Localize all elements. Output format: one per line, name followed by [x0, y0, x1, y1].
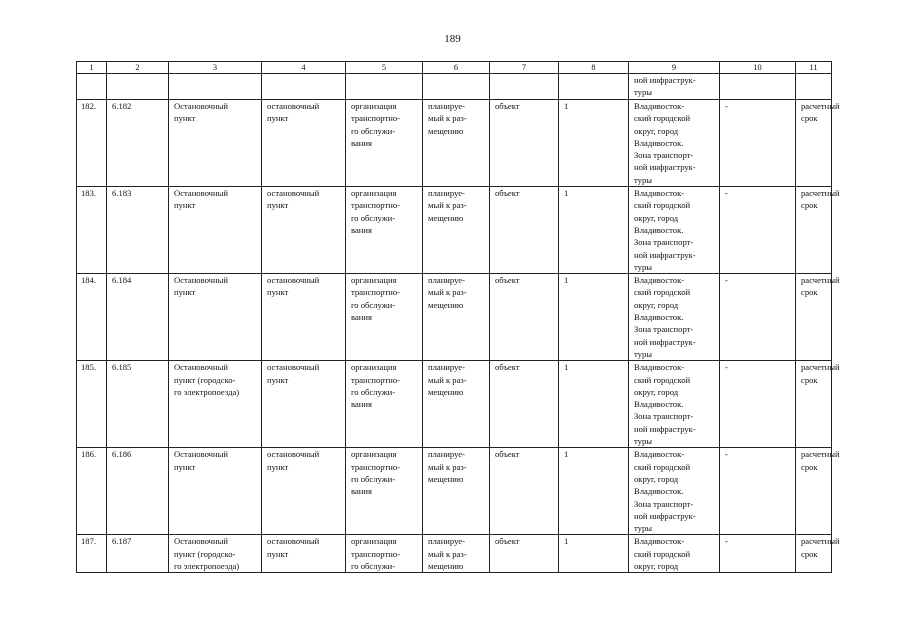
table-cell: [346, 100, 423, 187]
column-header: 3: [169, 62, 262, 74]
table-cell: [262, 187, 346, 274]
object-code: 6.186: [112, 449, 132, 460]
table-cell: [559, 274, 629, 361]
column-header: 6: [423, 62, 490, 74]
table-cell: [559, 361, 629, 448]
quantity: 1: [564, 101, 569, 111]
zone-note: -: [725, 362, 728, 373]
table-cell: [423, 448, 490, 535]
table-cell: [629, 274, 720, 361]
quantity: 1: [564, 449, 569, 460]
object-purpose: организация транспортно- го обслужи- вания: [351, 275, 400, 323]
row-number: 186.: [81, 449, 97, 460]
object-type: остановочный пункт: [267, 188, 320, 211]
table-cell: [720, 361, 796, 448]
row-number: 187.: [81, 536, 97, 547]
unit: объект: [495, 362, 520, 373]
page-number: 189: [444, 33, 461, 45]
table-cell: [559, 100, 629, 187]
location: Владивосток- ский городской округ, город Владивосток. Зона транспорт- ной инфраструк- туры: [634, 101, 696, 185]
continuation-row: [77, 74, 832, 100]
table-cell: [423, 274, 490, 361]
object-code: 6.184: [112, 275, 132, 286]
table-cell: [629, 361, 720, 448]
object-name: Остановочный пункт: [174, 101, 228, 124]
data-table: [76, 61, 840, 573]
table-cell: [107, 187, 169, 274]
table-cell: [720, 535, 796, 573]
term: расчетный срок: [801, 275, 840, 298]
object-code: 6.185: [112, 362, 132, 373]
term: расчетный срок: [801, 101, 840, 124]
location: Владивосток- ский городской округ, город Владивосток. Зона транспорт- ной инфраструк- туры: [634, 362, 696, 447]
table-cell: [796, 535, 840, 573]
table-cell: [423, 187, 490, 274]
table-header: [77, 62, 832, 74]
table-body: [77, 74, 840, 573]
object-type: остановочный пункт: [267, 275, 320, 298]
table-cell: [796, 74, 832, 100]
table-cell: [262, 448, 346, 535]
row-number: 182.: [81, 101, 97, 111]
term: расчетный срок: [801, 449, 840, 472]
table-row: [77, 448, 832, 535]
table-cell: [262, 100, 346, 187]
table-cell: [559, 187, 629, 274]
object-code: 6.187: [112, 536, 132, 547]
table-cell: [77, 361, 107, 448]
table-cell: [559, 448, 629, 535]
row-number: 185.: [81, 362, 97, 373]
object-status: планируе- мый к раз- мещению: [428, 188, 467, 223]
table-row: [77, 535, 832, 573]
term: расчетный срок: [801, 536, 840, 559]
table-cell: [490, 448, 559, 535]
location: Владивосток- ский городской округ, город: [634, 536, 691, 571]
object-code: 6.182: [112, 101, 132, 111]
table-cell: [629, 535, 720, 573]
table-cell: [720, 74, 796, 100]
table-cell: [77, 74, 107, 100]
zone-note: -: [725, 449, 728, 460]
table-cell: [423, 100, 490, 187]
quantity: 1: [564, 188, 569, 199]
table-cell: [629, 448, 720, 535]
table-cell: [796, 448, 840, 535]
table-cell: [796, 187, 840, 274]
table-cell: [169, 535, 262, 573]
column-header: 2: [107, 62, 169, 74]
table-cell: [262, 274, 346, 361]
object-name: Остановочный пункт: [174, 275, 228, 298]
object-type: остановочный пункт: [267, 101, 320, 124]
object-purpose: организация транспортно- го обслужи-: [351, 536, 400, 571]
object-type: остановочный пункт: [267, 449, 320, 472]
table-cell: [107, 361, 169, 448]
object-code: 6.183: [112, 188, 132, 199]
table-cell: [107, 74, 169, 100]
column-header: 1: [77, 62, 107, 74]
table-cell: [720, 274, 796, 361]
term: расчетный срок: [801, 362, 840, 385]
unit: объект: [495, 275, 520, 286]
table-cell: [107, 535, 169, 573]
object-status: планируе- мый к раз- мещению: [428, 362, 467, 397]
table-cell: [77, 274, 107, 361]
column-header: 9: [629, 62, 720, 74]
table-cell: [720, 448, 796, 535]
table-row: [77, 361, 832, 448]
zone-note: -: [725, 536, 728, 547]
table-cell: [423, 535, 490, 573]
table-cell: [346, 187, 423, 274]
unit: объект: [495, 101, 520, 111]
table-cell: ной инфраструк- туры: [629, 74, 720, 100]
column-header: 11: [796, 62, 832, 74]
table-cell: [169, 274, 262, 361]
header-row: [77, 62, 832, 74]
table-cell: [490, 74, 559, 100]
term: расчетный срок: [801, 188, 840, 211]
object-status: планируе- мый к раз- мещению: [428, 275, 467, 310]
table-cell: [423, 74, 490, 100]
table-cell: [262, 361, 346, 448]
table-cell: [262, 74, 346, 100]
object-purpose: организация транспортно- го обслужи- вания: [351, 449, 400, 497]
object-type: остановочный пункт: [267, 536, 320, 559]
table-cell: [629, 100, 720, 187]
table-row: [77, 187, 832, 274]
location: Владивосток- ский городской округ, город Владивосток. Зона транспорт- ной инфраструк- туры: [634, 188, 696, 272]
table-cell: [107, 100, 169, 187]
object-status: планируе- мый к раз- мещению: [428, 449, 467, 484]
table-cell: [169, 74, 262, 100]
location: Владивосток- ский городской округ, город Владивосток. Зона транспорт- ной инфраструк- туры: [634, 449, 696, 534]
zone-note: -: [725, 188, 728, 199]
table-cell: [346, 361, 423, 448]
quantity: 1: [564, 275, 569, 286]
column-header: 8: [559, 62, 629, 74]
table-cell: [490, 187, 559, 274]
table-cell: [720, 100, 796, 187]
table-cell: [796, 100, 840, 187]
table-cell: [346, 74, 423, 100]
table-cell: [629, 187, 720, 274]
table-cell: [77, 100, 107, 187]
object-name: Остановочный пункт: [174, 449, 228, 472]
table-cell: [262, 535, 346, 573]
table-cell: [796, 361, 840, 448]
object-status: планируе- мый к раз- мещению: [428, 101, 467, 136]
table-cell: [169, 361, 262, 448]
row-number: 184.: [81, 275, 97, 286]
unit: объект: [495, 536, 520, 547]
table-cell: [720, 187, 796, 274]
table-cell: [490, 535, 559, 573]
object-type: остановочный пункт: [267, 362, 320, 385]
column-header: 5: [346, 62, 423, 74]
object-name: Остановочный пункт (городско- го электропоезда): [174, 362, 240, 397]
table-cell: [346, 274, 423, 361]
object-name: Остановочный пункт: [174, 188, 228, 211]
table-cell: [559, 535, 629, 573]
quantity: 1: [564, 362, 569, 373]
table-cell: [77, 187, 107, 274]
table-cell: [107, 274, 169, 361]
table-cell: [490, 274, 559, 361]
table-row: [77, 100, 832, 187]
object-name: Остановочный пункт (городско- го электропоезда): [174, 536, 240, 571]
zone-note: -: [725, 101, 728, 111]
table-cell: [559, 74, 629, 100]
table-cell: [169, 187, 262, 274]
table-cell: [169, 448, 262, 535]
object-purpose: организация транспортно- го обслужи- вания: [351, 101, 400, 148]
table-cell: [107, 448, 169, 535]
column-header: 4: [262, 62, 346, 74]
table-cell: [346, 448, 423, 535]
table-cell: [77, 448, 107, 535]
table-cell: [490, 100, 559, 187]
location: Владивосток- ский городской округ, город Владивосток. Зона транспорт- ной инфраструк- туры: [634, 275, 696, 359]
unit: объект: [495, 188, 520, 199]
object-purpose: организация транспортно- го обслужи- вания: [351, 188, 400, 235]
unit: объект: [495, 449, 520, 460]
object-purpose: организация транспортно- го обслужи- вания: [351, 362, 400, 410]
object-status: планируе- мый к раз- мещению: [428, 536, 467, 571]
zone-note: -: [725, 275, 728, 286]
table-cell: [796, 274, 840, 361]
table-row: [77, 274, 832, 361]
row-number: 183.: [81, 188, 97, 199]
table-cell: [423, 361, 490, 448]
table-cell: [490, 361, 559, 448]
table-cell: [169, 100, 262, 187]
quantity: 1: [564, 536, 569, 547]
column-header: 10: [720, 62, 796, 74]
column-header: 7: [490, 62, 559, 74]
table-cell: [77, 535, 107, 573]
table-cell: [346, 535, 423, 573]
